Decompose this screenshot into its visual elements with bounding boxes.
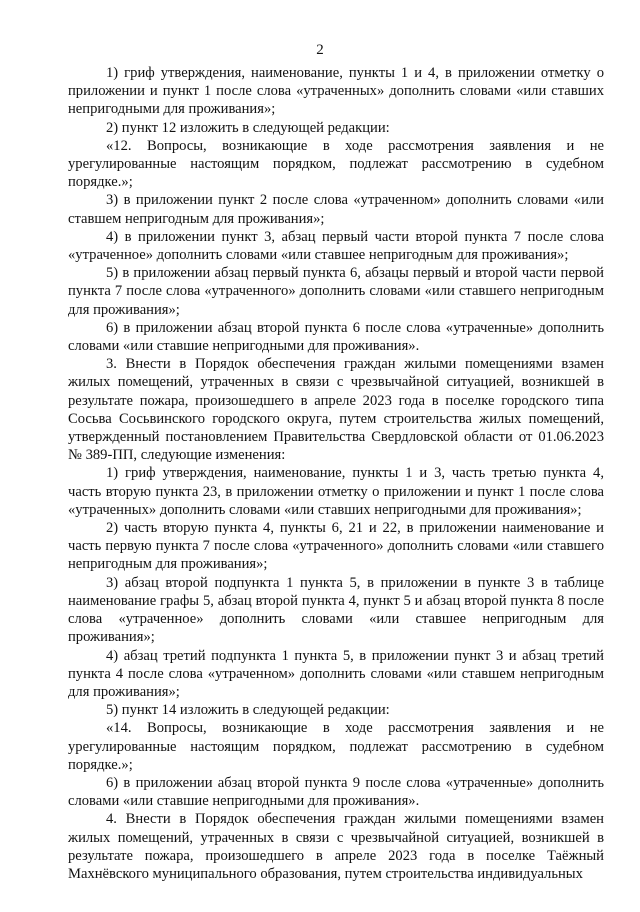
page-number: 2 xyxy=(316,42,324,58)
paragraph-9: 1) гриф утверждения, наименование, пункты 1 и 3, часть третью пункта 4, часть вторую пункта 23, в приложении отметку о приложении и пункт 1 после слова «утраченных» дополнить словами «или ставших непригодными для проживания»; xyxy=(68,465,604,518)
paragraph-6: 5) в приложении абзац первый пункта 6, абзацы первый и второй части первой пункта 7 после слова «утраченного» дополнить словами «или ставшего непригодным для проживания»; xyxy=(68,265,604,318)
paragraph-11: 3) абзац второй подпункта 1 пункта 5, в приложении в пункте 3 в таблице наименование графы 5, абзац второй пункта 4, пункт 5 и абзац второй пункта 8 после слова «утраченное» дополнить словами «или ставшее непригодным для проживания»; xyxy=(68,574,604,646)
paragraph-3: «12. Вопросы, возникающие в ходе рассмотрения заявления и не урегулированные настоящим порядком, подлежат рассмотрению в судебном порядке.»; xyxy=(68,137,604,191)
paragraph-2: 2) пункт 12 изложить в следующей редакции: xyxy=(106,119,390,136)
paragraph-8: 3. Внести в Порядок обеспечения граждан жилыми помещениями взамен жилых помещений, утраченных в связи с чрезвычайной ситуацией, возникшей в результате пожара, произошедшего в апреле 2023 года в поселке городского типа Сосьва Сосьвинского городского округа, путем строительства жилых помещений, утвержденный постановлением Правительства Свердловской области от 01.06.2023 № 389-ПП, следующие изменения: xyxy=(68,356,604,464)
paragraph-16: 4. Внести в Порядок обеспечения граждан жилыми помещениями взамен жилых помещений, утраченных в связи с чрезвычайной ситуацией, возникшей в результате пожара, произошедшего в апреле 2023 года в поселке Таёжный Махнёвского муниципального образования, путем строительства индивидуальных xyxy=(68,811,604,882)
paragraph-1: 1) гриф утверждения, наименование, пункты 1 и 4, в приложении отметку о приложении и пункт 1 после слова «утраченных» дополнить словами «или ставших непригодными для проживания»; xyxy=(68,65,604,118)
paragraph-5: 4) в приложении пункт 3, абзац первый части второй пункта 7 после слова «утраченное» дополнить словами «или ставшее непригодным для проживания»; xyxy=(68,228,604,264)
paragraph-13: 5) пункт 14 изложить в следующей редакции: xyxy=(106,702,390,719)
paragraph-7: 6) в приложении абзац второй пункта 6 после слова «утраченные» дополнить словами «или ставшие непригодными для проживания». xyxy=(68,319,604,355)
paragraph-10: 2) часть вторую пункта 4, пункты 6, 21 и 22, в приложении наименование и часть первую пункта 7 после слова «утраченного» дополнить словами «или ставшего непригодным для проживания»; xyxy=(68,520,604,573)
paragraph-4: 3) в приложении пункт 2 после слова «утраченном» дополнить словами «или ставшем непригодным для проживания»; xyxy=(68,192,604,227)
paragraph-14: «14. Вопросы, возникающие в ходе рассмотрения заявления и не урегулированные настоящим порядком, подлежат рассмотрению в судебном порядке.»; xyxy=(68,720,604,773)
document-body xyxy=(68,64,604,883)
paragraph-15: 6) в приложении абзац второй пункта 9 после слова «утраченные» дополнить словами «или ставшие непригодными для проживания». xyxy=(68,774,604,810)
paragraph-12: 4) абзац третий подпункта 1 пункта 5, в приложении пункт 3 и абзац третий пункта 4 после слова «утраченном» дополнить словами «или ставшем непригодным для проживания»; xyxy=(68,647,604,700)
